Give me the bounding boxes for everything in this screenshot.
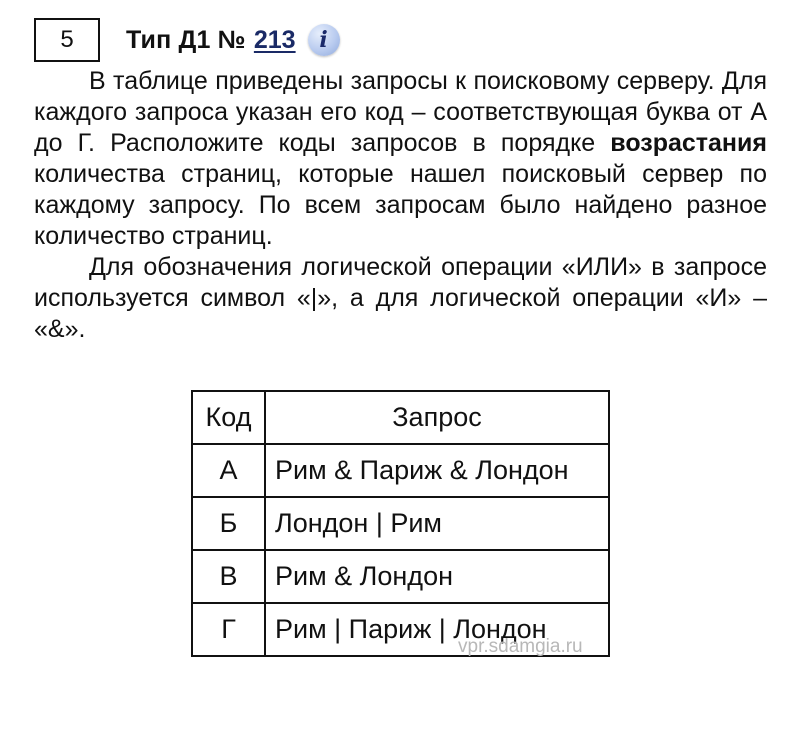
task-paragraph-2: Для обозначения логической операции «ИЛИ» в запросе используется символ «|», а для логической операции «И» – «&». <box>34 253 767 343</box>
paragraph-1-bold: возрастания <box>610 129 767 157</box>
row-code: В <box>192 550 265 603</box>
row-code: А <box>192 444 265 497</box>
queries-table <box>191 390 610 657</box>
row-query: Рим & Лондон <box>265 550 609 603</box>
task-id-link[interactable]: 213 <box>253 25 296 54</box>
paragraph-1-part-1: В таблице приведены запросы к поисковому серверу. Для каждого запроса указан его код – соответствующая буква от А до Г. Расположите коды запросов в порядке <box>34 67 767 157</box>
table-row <box>192 603 609 656</box>
table-row <box>192 444 609 497</box>
header-code: Код <box>192 391 265 444</box>
table-header-row <box>192 391 609 444</box>
header-query: Запрос <box>265 391 609 444</box>
task-paragraph-1 <box>34 66 767 252</box>
table-row <box>192 497 609 550</box>
info-icon[interactable]: i <box>308 24 340 56</box>
task-type-label: Тип Д1 № <box>126 25 246 54</box>
watermark: vpr.sdamgia.ru <box>458 636 583 657</box>
task-number: 5 <box>60 26 74 53</box>
row-query: Лондон | Рим <box>265 497 609 550</box>
task-text <box>34 66 767 345</box>
row-query: Рим | Париж | Лондон <box>265 603 609 656</box>
task-header <box>34 15 340 65</box>
row-query: Рим & Париж & Лондон <box>265 444 609 497</box>
paragraph-1-part-2: количества страниц, которые нашел поисковый сервер по каждому запросу. По всем запросам было найдено разное количество страниц. <box>34 160 767 250</box>
row-code: Г <box>192 603 265 656</box>
task-number-box <box>34 18 100 62</box>
row-code: Б <box>192 497 265 550</box>
table-row <box>192 550 609 603</box>
